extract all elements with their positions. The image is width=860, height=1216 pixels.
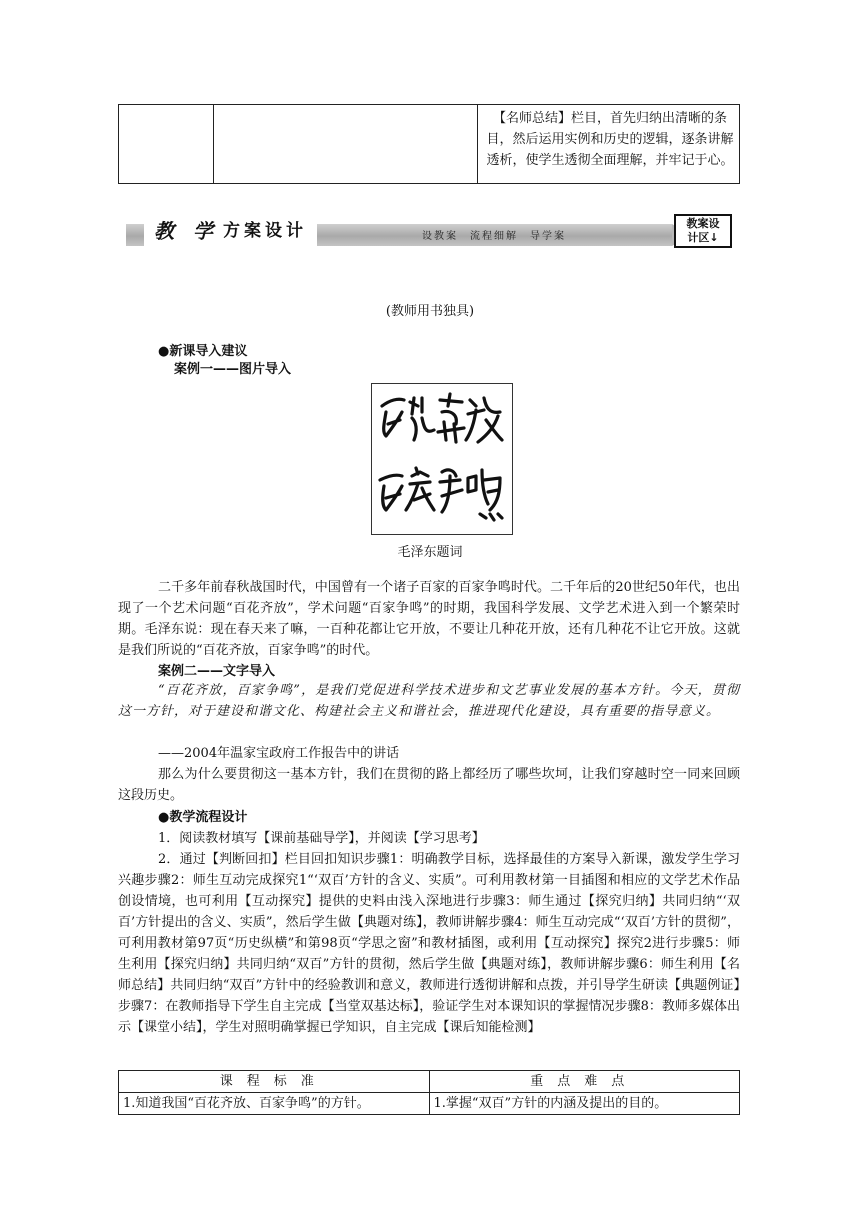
cell-standard-1: 1.知道我国“百花齐放、百家争鸣”的方针。 xyxy=(119,1093,430,1115)
bridge-paragraph: 那么为什么要贯彻这一基本方针，我们在贯彻的路上都经历了哪些坎坷，让我们穿越时空一同来回顾这段历史。 xyxy=(118,767,740,803)
header-standards: 课程标准 xyxy=(119,1071,430,1093)
heading-flow: ●教学流程设计 xyxy=(158,810,248,825)
calligraphy-caption: 毛泽东题词 xyxy=(397,545,463,560)
table-divider xyxy=(477,105,478,183)
top-table xyxy=(118,104,740,184)
table-divider xyxy=(213,105,214,183)
banner-title xyxy=(144,214,317,248)
badge-line1: 教案设 xyxy=(686,217,720,230)
case2-title: 案例二——文字导入 xyxy=(158,664,276,679)
quote-source: ——2004年温家宝政府工作报告中的讲话 xyxy=(158,746,400,761)
standards-table xyxy=(118,1070,740,1115)
badge-line2: 计区↓ xyxy=(687,231,719,244)
intro-paragraph: 二千多年前春秋战国时代，中国曾有一个诸子百家的百家争鸣时代。二千年后的20世纪50年代，也出现了一个艺术问题“百花齐放”，学术问题“百家争鸣”的时期，我国科学发展、文学艺术进入到一个繁荣时期。毛泽东说：现在春天来了嘛，一百种花都让它开放，不要让几种花开放，还有几种花不让它开放。这就是我们所说的“百花齐放，百家争鸣”的时代。 xyxy=(118,580,740,658)
header-key-points: 重点难点 xyxy=(429,1071,740,1093)
table-row xyxy=(119,1093,740,1115)
calligraphy-image xyxy=(371,383,513,535)
cell-key-point-1: 1.掌握“双百”方针的内涵及提出的目的。 xyxy=(429,1093,740,1115)
banner-subtitle: 设教案 流程细解 导学案 xyxy=(422,231,566,242)
banner-title-part2: 方案设计 xyxy=(222,220,307,241)
heading-intro: ●新课导入建议 xyxy=(158,344,248,359)
flow-step1: 1．阅读教材填写【课前基础导学】，并阅读【学习思考】 xyxy=(158,831,485,846)
table-row xyxy=(119,1071,740,1093)
flow-step2: 2．通过【判断回扣】栏目回扣知识步骤1：明确教学目标，选择最佳的方案导入新课，激发学生学习兴趣步骤2：师生互动完成探究1“‘双百’方针的含义、实质”。可利用教材第一目插图和相应的文学艺术作品创设情境，也可利用【互动探究】提供的史料由浅入深地进行步骤3：师生通过【探究归纳】共同归纳“‘双百’方针提出的含义、实质”，然后学生做【典题对练】，教师讲解步骤4：师生互动完成“‘双百’方针的贯彻”，可利用教材第97页“历史纵横”和第98页“学思之窗”和教材插图，或利用【互动探究】探究2进行步骤5：师生利用【探究归纳】共同归纳“双百”方针的贯彻，然后学生做【典题对练】，教师讲解步骤6：师生利用【名师总结】共同归纳“双百”方针中的经验教训和意义，教师进行透彻讲解和点拨，并引导学生研读【典题例证】步骤7：在教师指导下学生自主完成【当堂双基达标】，验证学生对本课知识的掌握情况步骤8：教师多媒体出示【课堂小结】，学生对照明确掌握已学知识，自主完成【课后知能检测】 xyxy=(118,852,740,1035)
banner-title-part1: 教 学 xyxy=(154,218,219,243)
table-cell-summary: 【名师总结】栏目，首先归纳出清晰的条目，然后运用实例和历史的逻辑，逐条讲解透析，使学生透彻全面理解，并牢记于心。 xyxy=(486,111,734,168)
teacher-note: (教师用书独具) xyxy=(385,304,475,319)
calligraphy-drawing xyxy=(372,384,512,534)
banner-badge xyxy=(674,214,732,248)
case1-title: 案例一——图片导入 xyxy=(174,362,292,377)
quote-paragraph: “百花齐放，百家争鸣”，是我们党促进科学技术进步和文艺事业发展的基本方针。今天，贯彻这一方针，对于建设和谐文化、构建社会主义和谐社会，推进现代化建设，具有重要的指导意义。 xyxy=(118,683,740,719)
section-banner xyxy=(126,214,738,248)
